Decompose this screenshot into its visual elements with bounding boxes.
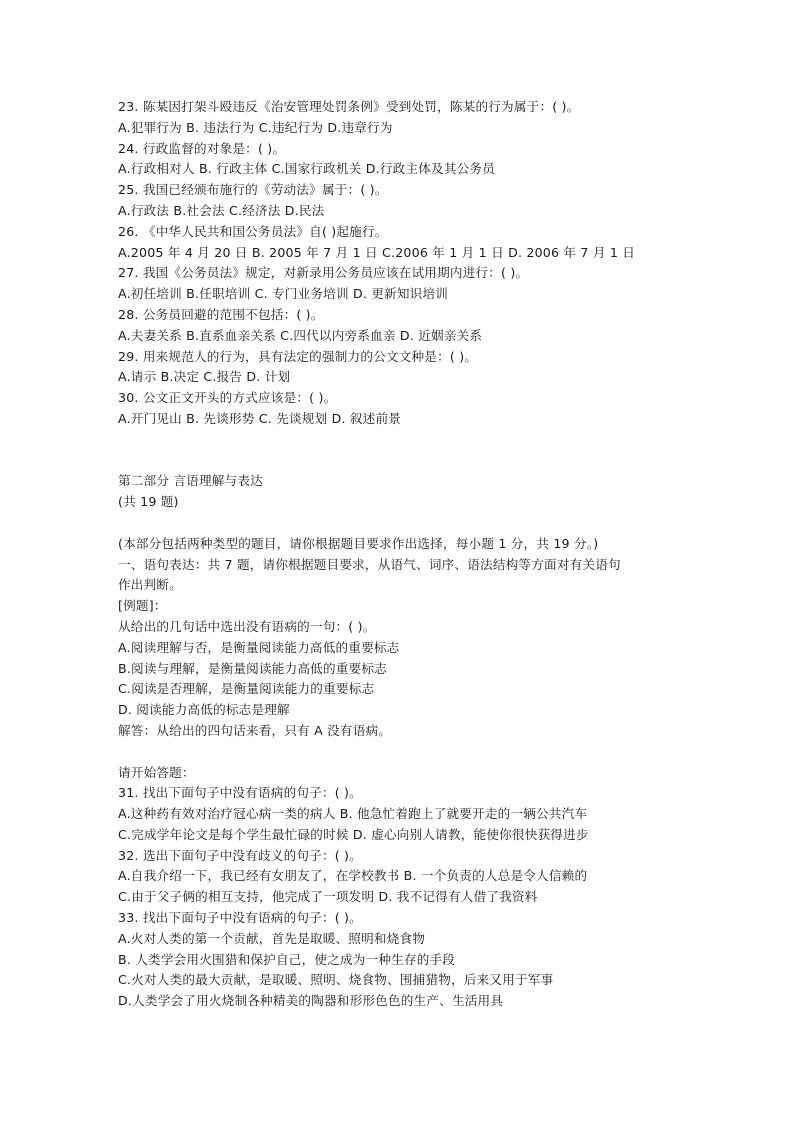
example-option-a: A.阅读理解与否，是衡量阅读能力高低的重要标志 <box>118 639 400 655</box>
question-29: 29. 用来规范人的行为，具有法定的强制力的公文文种是：( )。 <box>118 348 478 364</box>
subsection-heading: 一、语句表达：共 7 题，请你根据题目要求，从语气、词序、语法结构等方面对有关语句 <box>118 556 621 572</box>
options-32-cd: C.由于父子俩的相互支持，他完成了一项发明 D. 我不记得有人借了我资料 <box>118 889 538 905</box>
option-33-d: D.人类学会了用火烧制各种精美的陶器和形形色色的生产、生活用具 <box>118 993 504 1009</box>
question-31: 31. 找出下面句子中没有语病的句子：( )。 <box>118 785 362 801</box>
section-intro: (本部分包括两种类型的题目，请你根据题目要求作出选择，每小题 1 分，共 19 分。) <box>118 535 599 551</box>
option-33-c: C.火对人类的最大贡献，是取暖、照明、烧食物、围捕猎物，后来又用于军事 <box>118 972 554 988</box>
options-31-cd: C.完成学年论文是每个学生最忙碌的时候 D. 虚心向别人请教，能使你很快获得进步 <box>118 826 589 842</box>
options-26: A.2005 年 4 月 20 日 B. 2005 年 7 月 1 日 C.2006 年 1 月 1 日 D. 2006 年 7 月 1 日 <box>118 244 636 260</box>
question-26: 26. 《中华人民共和国公务员法》自( )起施行。 <box>118 223 388 239</box>
question-28: 28. 公务员回避的范围不包括：( )。 <box>118 306 324 322</box>
option-33-a: A.火对人类的第一个贡献，首先是取暖、照明和烧食物 <box>118 930 426 946</box>
example-question: 从给出的几句话中选出没有语病的一句：( )。 <box>118 618 376 634</box>
options-31-ab: A.这种药有效对治疗冠心病一类的病人 B. 他急忙着跑上了就要开走的一辆公共汽车 <box>118 806 588 822</box>
options-32-ab: A.自我介绍一下，我已经有女朋友了，在学校教书 B. 一个负责的人总是令人信赖的 <box>118 868 588 884</box>
options-25: A.行政法 B.社会法 C.经济法 D.民法 <box>118 202 325 218</box>
question-25: 25. 我国已经颁布施行的《劳动法》属于：( )。 <box>118 182 388 198</box>
options-28: A.夫妻关系 B.直系血亲关系 C.四代以内旁系血亲 D. 近姻亲关系 <box>118 327 483 343</box>
part1-questions <box>118 97 678 430</box>
subsection-heading-cont: 作出判断。 <box>118 577 182 593</box>
example-option-b: B.阅读与理解，是衡量阅读能力高低的重要标志 <box>118 660 387 676</box>
question-23: 23. 陈某因打架斗殴违反《治安管理处罚条例》受到处罚，陈某的行为属于：( )。 <box>118 99 580 114</box>
question-27: 27. 我国《公务员法》规定，对新录用公务员应该在试用期内进行：( )。 <box>118 265 529 281</box>
example-answer: 解答：从给出的四句话来看，只有 A 没有语病。 <box>118 722 392 738</box>
question-30: 30. 公文正文开头的方式应该是：( )。 <box>118 390 337 406</box>
question-33: 33. 找出下面句子中没有语病的句子：( )。 <box>118 910 362 926</box>
options-27: A.初任培训 B.任职培训 C. 专门业务培训 D. 更新知识培训 <box>118 286 449 302</box>
part2-section <box>118 471 678 1012</box>
example-option-d: D. 阅读能力高低的标志是理解 <box>118 702 290 718</box>
example-label: [例题]： <box>118 598 167 614</box>
section-title: 第二部分 言语理解与表达 <box>118 473 263 489</box>
start-prompt: 请开始答题： <box>118 764 195 780</box>
section-count: (共 19 题) <box>118 494 179 510</box>
question-24: 24. 行政监督的对象是：( )。 <box>118 140 286 156</box>
options-29: A.请示 B.决定 C.报告 D. 计划 <box>118 369 291 385</box>
question-32: 32. 选出下面句子中没有歧义的句子：( )。 <box>118 847 362 863</box>
options-23: A.犯罪行为 B. 违法行为 C.违纪行为 D.违章行为 <box>118 119 393 135</box>
document-page <box>118 97 678 1012</box>
option-33-b: B. 人类学会用火围猎和保护自己，使之成为一种生存的手段 <box>118 951 456 967</box>
example-option-c: C.阅读是否理解，是衡量阅读能力的重要标志 <box>118 681 375 697</box>
options-30: A.开门见山 B. 先谈形势 C. 先谈规划 D. 叙述前景 <box>118 410 402 426</box>
options-24: A.行政相对人 B. 行政主体 C.国家行政机关 D.行政主体及其公务员 <box>118 161 495 177</box>
